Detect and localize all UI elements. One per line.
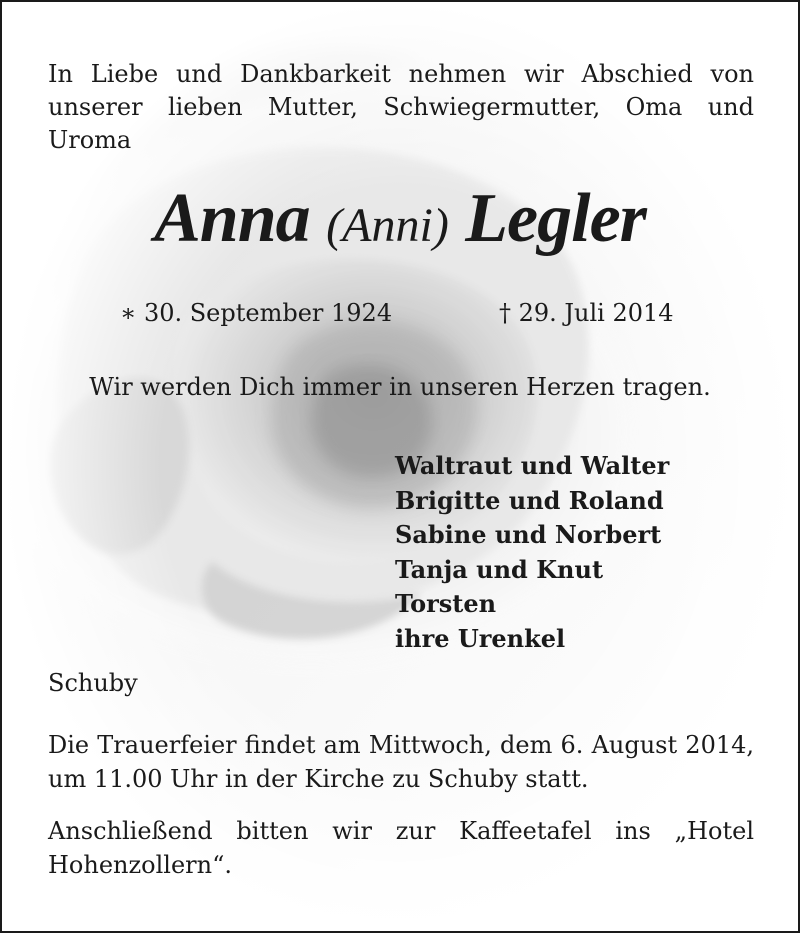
nickname: (Anni)	[326, 199, 449, 252]
family-member: Sabine und Norbert	[395, 520, 662, 550]
place-name: Schuby	[48, 669, 138, 697]
family-member: Torsten	[395, 589, 497, 619]
deceased-name	[2, 174, 798, 271]
family-member: Waltraut und Walter	[395, 451, 670, 480]
last-name: Legler	[465, 180, 646, 257]
first-name: Anna	[154, 180, 310, 257]
family-list	[395, 449, 669, 657]
family-member: Brigitte und Roland	[395, 485, 664, 515]
funeral-service-text: Die Trauerfeier findet am Mittwoch, dem 6. August 2014, um 11.00 Uhr in der Kirche zu Schuby statt.	[48, 731, 754, 793]
birth-date: ∗ 30. September 1924	[120, 299, 393, 327]
memorial-motto: Wir werden Dich immer in unseren Herzen tragen.	[89, 373, 711, 401]
death-date: † 29. Juli 2014	[499, 299, 674, 327]
family-member: Tanja und Knut	[395, 554, 604, 584]
intro-text: In Liebe und Dankbarkeit nehmen wir Abschied von unserer lieben Mutter, Schwiegermutter, Oma und Uroma	[48, 60, 754, 154]
reception-text: Anschließend bitten wir zur Kaffeetafel ins „Hotel Hohenzollern“.	[48, 817, 754, 879]
family-member: ihre Urenkel	[395, 623, 566, 653]
